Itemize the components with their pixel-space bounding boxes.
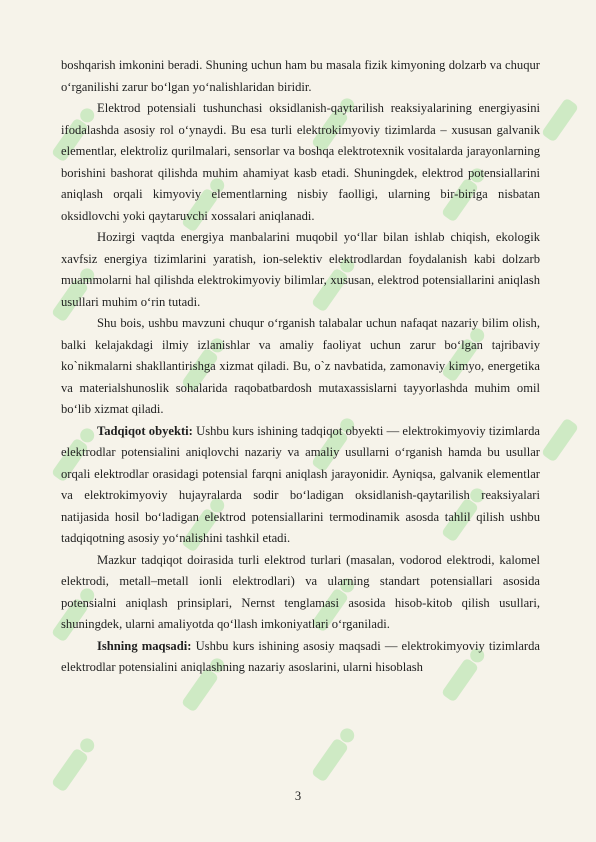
paragraph-goal (61, 636, 540, 679)
research-object-text: Ushbu kurs ishining tadqiqot obyekti — elektrokimyoviy tizimlarda elektrodlar potensialini aniqlovchi nazariy va amaliy usullarni o‘rganish hamda bu usullar orqali elektrodlar orasidagi potensial farqni aniqlash jarayonidir. Ayniqsa, galvanik elementlar va elektrokimyoviy hujayralarda sodir bo‘ladigan oksidlanish-qaytarilish reaksiyalari natijasida hosil bo‘ladigan elektrod potensiallarini termodinamik asosda tahlil qilish ushbu tadqiqotning asosiy yo‘nalishini tashkil etadi. (61, 423, 540, 545)
goal-heading: Ishning maqsadi: (97, 638, 192, 653)
paragraph-electrode-potential: Elektrod potensiali tushunchasi oksidlanish-qaytarilish reaksiyalarining energiyasini ifodalashda asosiy rol o‘ynaydi. Bu esa turli elektrokimyoviy tizimlarda – xususan galvanik elementlar, elektroliz qurilmalari, sensorlar va boshqa elektrotexnik vositalarda jarayonlarning borishini bashorat qilishda muhim ahamiyat kasb etadi. Shuningdek, elektrod potensiallarini aniqlash orqali kimyoviy elementlarning nisbiy faolligi, ularning bir-biriga nisbatan oksidlovchi yoki qaytaruvchi xossalari aniqlanadi. (61, 101, 540, 223)
paragraph-research-scope: Mazkur tadqiqot doirasida turli elektrod turlari (masalan, vodorod elektrodi, kalomel elektrodi, metall–metall ionli elektrodlari) va ularning standart potensiallari asosida potensialni aniqlash prinsiplari, Nernst tenglamasi asosida hisob-kitob qilish usullari, shuningdek, ularni amaliyotda qo‘llash imkoniyatlari o‘rganiladi. (61, 552, 540, 631)
paragraph-continuation: boshqarish imkonini beradi. Shuning uchun ham bu masala fizik kimyoning dolzarb va chuqur o‘rganilishi zarur bo‘lgan yo‘nalishlaridan biridir. (61, 58, 540, 94)
research-object-heading: Tadqiqot obyekti: (97, 423, 193, 438)
paragraph-relevance: Shu bois, ushbu mavzuni chuqur o‘rganish talabalar uchun nafaqat nazariy bilim olish, balki kelajakdagi ilmiy izlanishlar va amaliy faoliyat uchun zarur bo‘lgan tajribaviy ko`nikmalarni shakllantirishga xizmat qiladi. Bu, o`z navbatida, zamonaviy kimyo, energetika va materialshunoslik sohalarida raqobatbardosh mutaxassislarni tayyorlashda muhim omil bo‘lib xizmat qiladi. (61, 316, 540, 416)
paragraph-research-object (61, 421, 540, 550)
page-number: 3 (294, 789, 302, 803)
goal-text: Ushbu kurs ishining asosiy maqsadi — elektrokimyoviy tizimlarda elektrodlar potensialini aniqlashning nazariy asoslarini, ularni hisoblash (61, 638, 540, 674)
paragraph-energy-sources: Hozirgi vaqtda energiya manbalarini muqobil yo‘llar bilan ishlab chiqish, ekologik xavfsiz energiya tizimlarini yaratish, ion-selektiv elektrodlardan foydalanish kabi dolzarb muammolarni hal qilishda elektrokimyoviy bilimlar, xususan, elektrod potensiallarini aniqlash usullari muhim o‘rin tutadi. (61, 230, 540, 309)
body-text (61, 55, 540, 679)
